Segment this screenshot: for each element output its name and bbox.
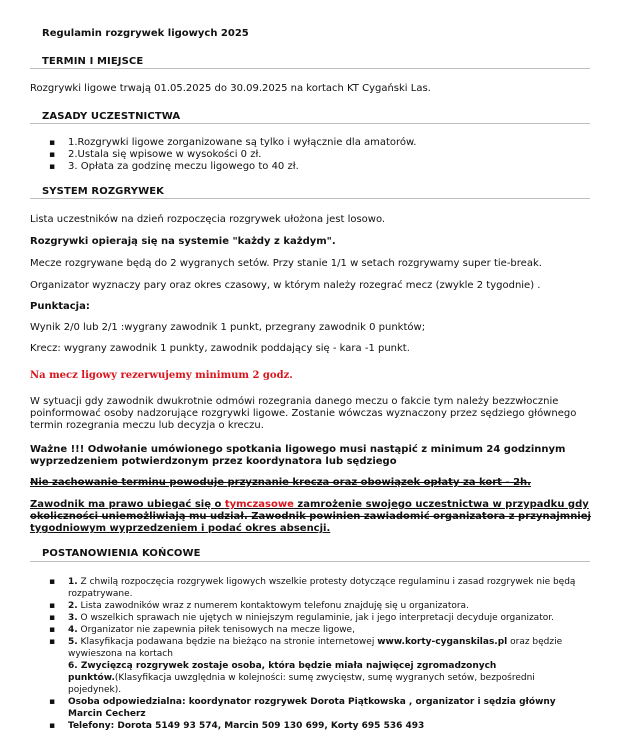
system-p6: Krecz: wygrany zawodnik 1 punkty, zawodnik poddający się - kara -1 punkt. <box>30 343 410 354</box>
divider <box>30 561 590 562</box>
item-text: wywieszona na kortach <box>68 649 173 659</box>
divider <box>30 123 590 124</box>
item-text: punktów. <box>68 673 115 683</box>
text-line: W sytuacji gdy zawodnik dwukrotnie odmówi rozegrania danego meczu o fakcie tym należy bezzwłocznie <box>30 396 559 407</box>
warning-penalty <box>30 477 531 488</box>
text-line: Ważne !!! Odwołanie umówionego spotkania ligowego musi nastąpić z minimum 24 godzinnym <box>30 444 566 455</box>
item-number: 1. <box>68 577 78 587</box>
text-span-red: tymczasowe <box>224 499 294 510</box>
warning-cancel <box>30 444 565 468</box>
text-line: okoliczności uniemożliwiają mu udział. Zawodnik powinien zawiadomić organizatora z przynajmniej <box>30 511 591 522</box>
item-text: Telefony: Dorota 5149 93 574, Marcin 509 130 699, Korty 695 536 493 <box>68 721 425 731</box>
text-line: termin rozegrania meczu lub decyzja o kreczu. <box>30 420 264 431</box>
list-item <box>49 600 589 612</box>
item-text: (Klasyfikacja uwzględnia w kolejności: sumę zwycięstw, sumę wygranych setów, bezpośredni <box>114 673 535 683</box>
zasady-list <box>49 137 416 173</box>
system-p5: Wynik 2/0 lub 2/1 :wygrany zawodnik 1 punkt, przegrany zawodnik 0 punktów; <box>30 322 426 333</box>
text-line: wyprzedzeniem potwierdzonym przez koordynatora lub sędziego <box>30 456 397 467</box>
text-span: Zawodnik ma prawo ubiegać się o <box>30 499 225 510</box>
item-text: Z chwilą rozpoczęcia rozgrywek ligowych wszelkie protesty dotyczące regulaminu i zasad rozgrywek nie będą <box>77 577 576 587</box>
item-number: 5. <box>68 637 78 647</box>
list-item: ▪ 1.Rozgrywki ligowe zorganizowane są tylko i wyłącznie dla amatorów. <box>49 137 416 149</box>
item-text: Osoba odpowiedzialna: koordynator rozgrywek Dorota Piątkowska , organizator i sędzia główny <box>68 697 556 707</box>
termin-text: Rozgrywki ligowe trwają 01.05.2025 do 30.09.2025 na kortach KT Cygański Las. <box>30 83 431 94</box>
website-link[interactable]: www.korty-cyganskilas.pl <box>377 637 508 647</box>
item-number: 2. <box>68 601 78 611</box>
text-line: tygodniowym wyprzedzeniem i podać okres absencji. <box>30 523 331 534</box>
koncowe-list <box>49 576 589 732</box>
red-notice: Na mecz ligowy rezerwujemy minimum 2 godz. <box>30 370 293 381</box>
item-text: O wszelkich sprawach nie ujętych w niniejszym regulaminie, jak i jego interpretacji decyduje organizator. <box>77 613 554 623</box>
item-number: 4. <box>68 625 78 635</box>
document-title: Regulamin rozgrywek ligowych 2025 <box>42 28 249 39</box>
warning-freeze <box>30 499 591 535</box>
text-line: poinformować osoby nadzorujące rozgrywki ligowe. Zostanie wówczas wyznaczony przez sędziego głównego <box>30 408 577 419</box>
heading-termin: TERMIN I MIEJSCE <box>42 56 144 67</box>
text-line: Nie zachowanie terminu powoduje przyznanie krecza oraz obowiązek opłaty za kort - 2h. <box>30 477 531 488</box>
system-p4: Organizator wyznaczy pary oraz okres czasowy, w którym należy rozegrać mecz (zwykle 2 tygodnie) . <box>30 280 541 291</box>
list-item <box>49 624 589 636</box>
divider <box>30 68 590 69</box>
punktacja-label: Punktacja: <box>30 301 90 312</box>
heading-koncowe: POSTANOWIENIA KOŃCOWE <box>42 548 201 559</box>
system-p2: Rozgrywki opierają się na systemie "każdy z każdym". <box>30 236 336 247</box>
list-item <box>49 720 589 732</box>
list-item <box>49 696 589 720</box>
item-text: 6. Zwycięzcą rozgrywek zostaje osoba, która będzie miała najwięcej zgromadzonych <box>68 661 497 671</box>
text-span: zamrożenie swojego uczestnictwa w przypadku gdy <box>293 499 589 510</box>
item-text: Marcin Cecherz <box>68 709 146 719</box>
item-text: oraz będzie <box>507 637 563 647</box>
system-p3: Mecze rozgrywane będą do 2 wygranych setów. Przy stanie 1/1 w setach rozgrywamy super tie-break. <box>30 258 542 269</box>
divider <box>30 198 590 199</box>
item-text: pojedynek). <box>68 685 122 695</box>
list-item: ▪ 3. Opłata za godzinę meczu ligowego to 40 zł. <box>49 161 416 173</box>
item-number: 3. <box>68 613 78 623</box>
item-text: Klasyfikacja podawana będzie na bieżąco na stronie internetowej <box>77 637 378 647</box>
list-item <box>49 612 589 624</box>
item-text: rozpatrywane. <box>68 589 133 599</box>
list-item <box>49 576 589 600</box>
list-item <box>49 636 589 696</box>
item-text: Lista zawodników wraz z numerem kontaktowym telefonu znajduję się u organizatora. <box>77 601 469 611</box>
system-p7 <box>30 396 576 432</box>
item-text: Organizator nie zapewnia piłek tenisowych na mecze ligowe, <box>77 625 355 635</box>
system-p1: Lista uczestników na dzień rozpoczęcia rozgrywek ułożona jest losowo. <box>30 214 386 225</box>
list-item: ▪ 2.Ustala się wpisowe w wysokości 0 zł. <box>49 149 416 161</box>
heading-zasady: ZASADY UCZESTNICTWA <box>42 111 181 122</box>
heading-system: SYSTEM ROZGRYWEK <box>42 186 164 197</box>
